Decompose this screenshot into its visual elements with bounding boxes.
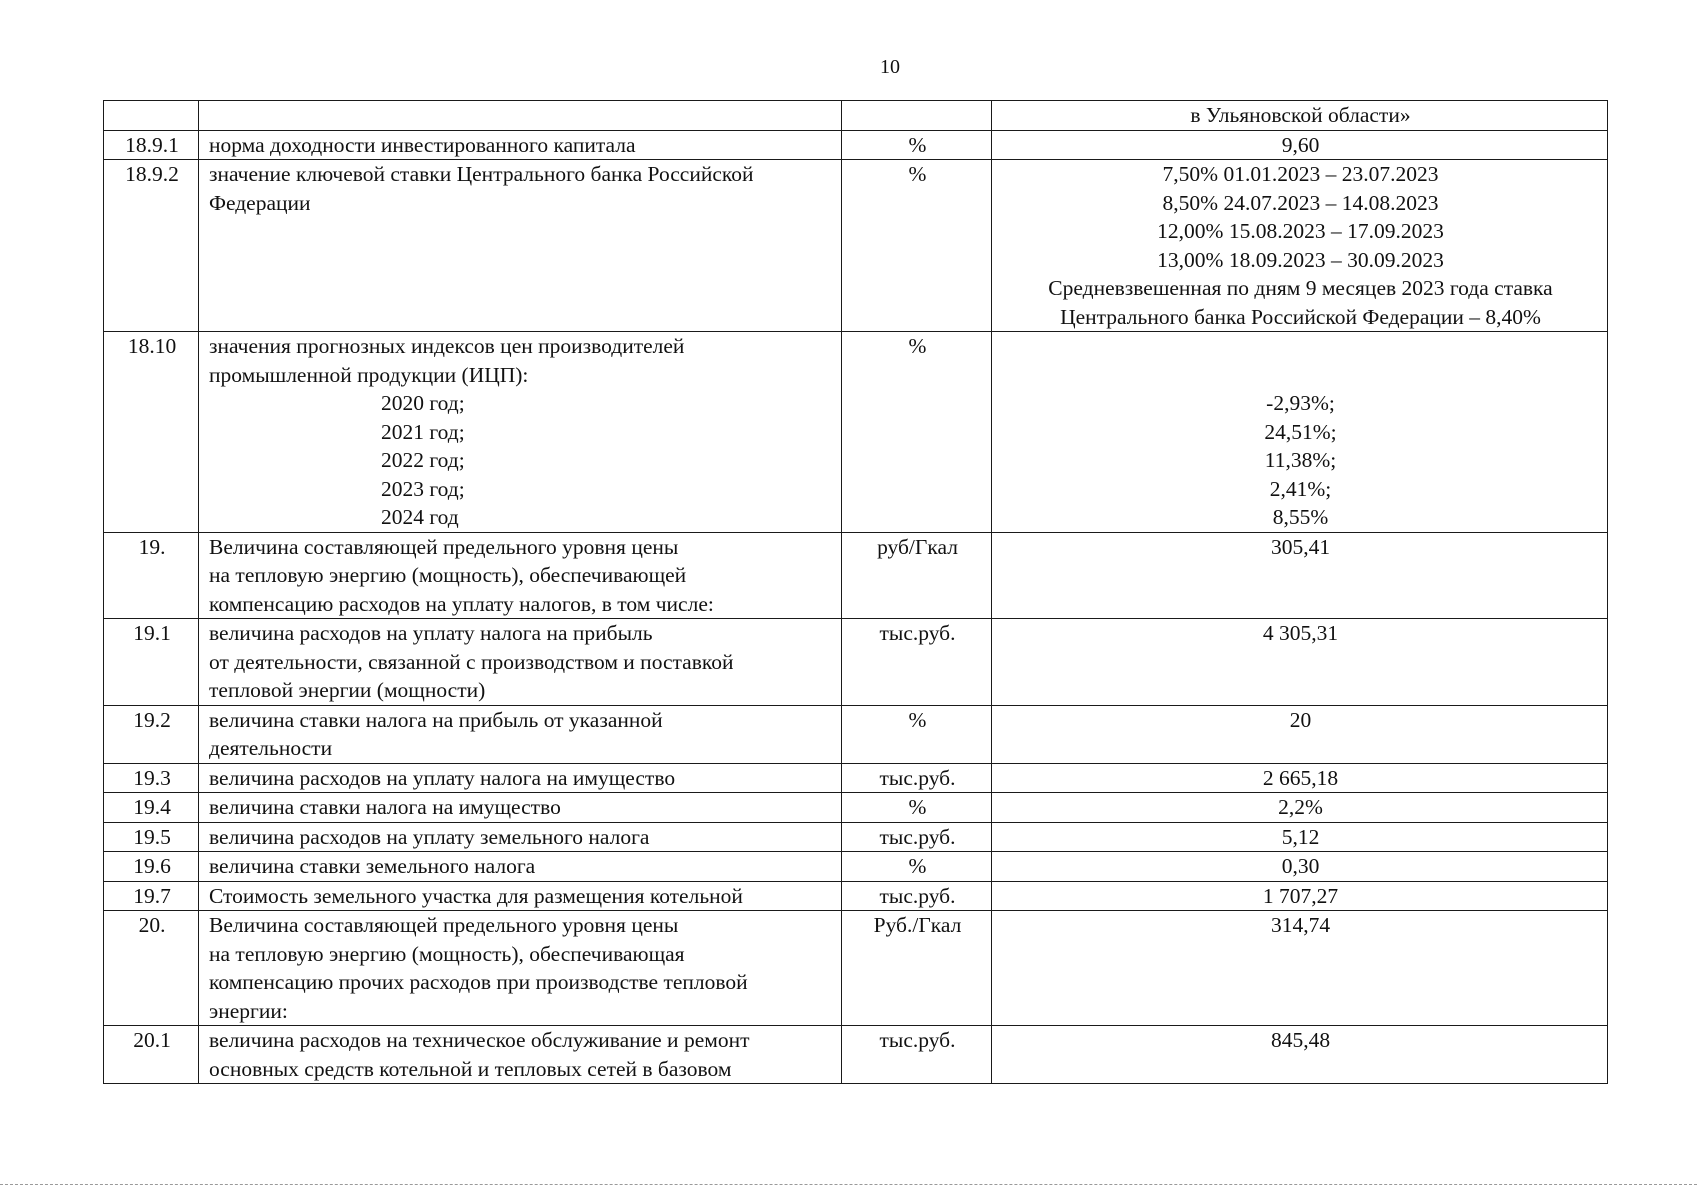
row-description: [199, 101, 842, 131]
description-line: Федерации: [209, 190, 311, 215]
row-description: [199, 130, 842, 160]
value-line: 2,2%: [1278, 795, 1323, 819]
description-line: величина ставки налога на имущество: [209, 795, 561, 819]
row-value: [992, 160, 1608, 332]
description-line: Стоимость земельного участка для размещения котельной: [209, 883, 743, 908]
table-row: [104, 793, 1608, 823]
value-line: Центрального банка Российской Федерации – 8,40%: [1060, 304, 1541, 329]
row-value: [992, 822, 1608, 852]
row-value: [992, 1026, 1608, 1084]
row-number: 19.: [104, 532, 199, 619]
table-row: [104, 619, 1608, 706]
value-line: 12,00% 15.08.2023 – 17.09.2023: [1157, 219, 1444, 243]
description-line: норма доходности инвестированного капитала: [209, 132, 636, 157]
row-value: [992, 532, 1608, 619]
row-description: [199, 852, 842, 882]
value-line: -2,93%;: [1266, 391, 1335, 415]
row-value: [992, 101, 1608, 131]
row-unit: тыс.руб.: [842, 1026, 992, 1084]
description-line: на тепловую энергию (мощность), обеспечивающей: [209, 563, 687, 587]
year-label: 2020 год;: [381, 391, 465, 415]
value-line: 0,30: [1281, 854, 1320, 878]
row-number: [104, 101, 199, 131]
row-description: [199, 881, 842, 911]
table-row: [104, 160, 1608, 332]
row-value: [992, 881, 1608, 911]
value-line: Средневзвешенная по дням 9 месяцев 2023 года ставка: [1048, 276, 1553, 300]
row-unit: %: [842, 793, 992, 823]
row-value: [992, 332, 1608, 533]
value-line: [1002, 361, 1599, 390]
value-line: 24,51%;: [1264, 419, 1337, 444]
row-number: 20.: [104, 911, 199, 1026]
row-number: 19.6: [104, 852, 199, 882]
table-row: [104, 130, 1608, 160]
value-line: 11,38%;: [1264, 448, 1337, 472]
description-line: тепловой энергии (мощности): [209, 678, 486, 702]
row-description: [199, 911, 842, 1026]
description-line: промышленной продукции (ИЦП):: [209, 362, 529, 387]
row-unit: [842, 101, 992, 131]
value-line: 2 665,18: [1262, 765, 1339, 790]
row-number: 19.1: [104, 619, 199, 706]
row-unit: тыс.руб.: [842, 881, 992, 911]
description-line: значение ключевой ставки Центрального банка Российской: [209, 162, 754, 186]
row-unit: %: [842, 705, 992, 763]
row-value: [992, 705, 1608, 763]
row-description: [199, 532, 842, 619]
year-label: 2022 год;: [381, 448, 465, 472]
description-line: величина ставки земельного налога: [209, 854, 536, 878]
row-number: 19.4: [104, 793, 199, 823]
description-line: величина расходов на уплату налога на имущество: [209, 765, 676, 790]
table-row: [104, 332, 1608, 533]
row-unit: тыс.руб.: [842, 763, 992, 793]
row-number: 19.7: [104, 881, 199, 911]
value-line: 1 707,27: [1262, 883, 1339, 908]
description-line: величина ставки налога на прибыль от указанной: [209, 707, 663, 732]
row-unit: %: [842, 852, 992, 882]
row-description: [199, 160, 842, 332]
row-description: [199, 1026, 842, 1084]
year-label: 2021 год;: [381, 419, 465, 444]
description-line: величина расходов на техническое обслуживание и ремонт: [209, 1028, 750, 1052]
description-line: от деятельности, связанной с производством и поставкой: [209, 649, 734, 674]
table-row: [104, 881, 1608, 911]
row-unit: тыс.руб.: [842, 822, 992, 852]
row-unit: %: [842, 332, 992, 533]
row-number: 19.2: [104, 705, 199, 763]
value-line: 305,41: [1270, 534, 1331, 559]
description-line: Величина составляющей предельного уровня цены: [209, 913, 679, 937]
row-unit: %: [842, 130, 992, 160]
table-row: [104, 705, 1608, 763]
description-line: основных средств котельной и тепловых сетей в базовом: [209, 1056, 732, 1081]
value-line: 314,74: [1270, 913, 1331, 937]
row-unit: Руб./Гкал: [842, 911, 992, 1026]
row-description: [199, 705, 842, 763]
description-line: деятельности: [209, 736, 333, 760]
value-line: [1002, 332, 1599, 361]
row-unit: тыс.руб.: [842, 619, 992, 706]
row-unit: %: [842, 160, 992, 332]
value-line: 13,00% 18.09.2023 – 30.09.2023: [1157, 247, 1444, 272]
scan-edge-rule: [0, 1184, 1697, 1185]
row-description: [199, 763, 842, 793]
row-number: 20.1: [104, 1026, 199, 1084]
row-unit: руб/Гкал: [842, 532, 992, 619]
row-value: [992, 911, 1608, 1026]
description-line: энергии:: [209, 998, 288, 1023]
page-number: 10: [880, 56, 900, 78]
value-line: 20: [1289, 707, 1312, 732]
row-number: 19.5: [104, 822, 199, 852]
description-line: на тепловую энергию (мощность), обеспечивающая: [209, 941, 685, 966]
table-row: [104, 101, 1608, 131]
row-value: [992, 130, 1608, 160]
value-line: 9,60: [1281, 132, 1320, 157]
description-line: величина расходов на уплату земельного налога: [209, 824, 650, 849]
value-line: 4 305,31: [1262, 621, 1339, 645]
table-row: [104, 532, 1608, 619]
tariff-parameters-table: [103, 100, 1608, 1084]
table-row: [104, 822, 1608, 852]
value-line: 8,55%: [1272, 505, 1329, 529]
row-number: 19.3: [104, 763, 199, 793]
description-line: Величина составляющей предельного уровня цены: [209, 534, 679, 559]
row-value: [992, 619, 1608, 706]
row-number: 18.10: [104, 332, 199, 533]
row-value: [992, 793, 1608, 823]
row-description: [199, 332, 842, 533]
value-line: 845,48: [1270, 1028, 1331, 1052]
value-line: 5,12: [1281, 824, 1320, 849]
description-line: значения прогнозных индексов цен производителей: [209, 334, 685, 358]
value-line: 2,41%;: [1269, 476, 1332, 501]
value-line: 7,50% 01.01.2023 – 23.07.2023: [1162, 162, 1439, 186]
row-value: [992, 763, 1608, 793]
row-description: [199, 793, 842, 823]
row-description: [199, 619, 842, 706]
description-line: компенсацию расходов на уплату налогов, в том числе:: [209, 591, 714, 616]
table-row: [104, 763, 1608, 793]
row-number: 18.9.1: [104, 130, 199, 160]
row-number: 18.9.2: [104, 160, 199, 332]
table-row: [104, 852, 1608, 882]
description-line: величина расходов на уплату налога на прибыль: [209, 621, 653, 645]
description-line: компенсацию прочих расходов при производстве тепловой: [209, 970, 748, 994]
row-value: [992, 852, 1608, 882]
value-line: в Ульяновской области»: [1190, 103, 1411, 127]
year-label: 2023 год;: [381, 476, 465, 501]
year-label: 2024 год: [381, 505, 459, 529]
row-description: [199, 822, 842, 852]
table-row: [104, 1026, 1608, 1084]
table-row: [104, 911, 1608, 1026]
value-line: 8,50% 24.07.2023 – 14.08.2023: [1162, 190, 1439, 215]
